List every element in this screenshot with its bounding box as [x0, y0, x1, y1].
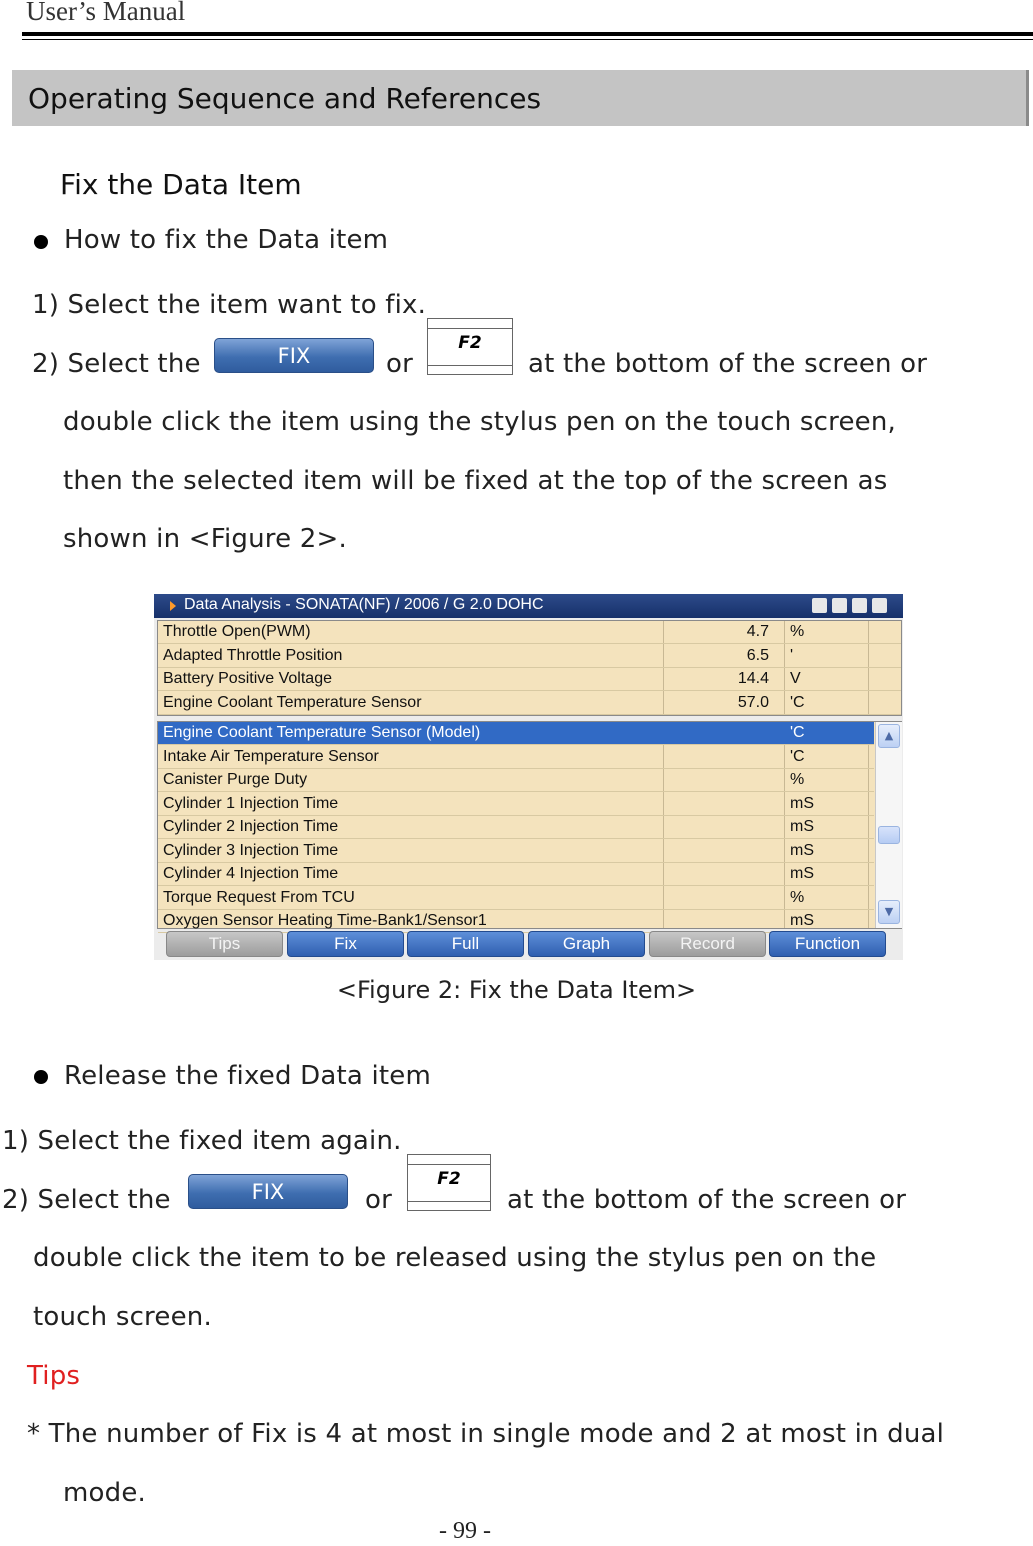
tips-label: Tips: [27, 1361, 81, 1391]
item-name: Canister Purge Duty: [163, 771, 308, 788]
or-text: or: [365, 1185, 392, 1215]
step-text: 1) Select the fixed item again.: [2, 1126, 402, 1156]
bullet-heading: Release the fixed Data item: [64, 1061, 432, 1091]
camera-icon[interactable]: [832, 598, 847, 613]
item-unit: mS: [790, 865, 814, 882]
step-text: 2) Select the: [32, 349, 201, 379]
item-unit: 'C: [790, 693, 805, 711]
scroll-up-icon[interactable]: ▲: [878, 724, 900, 748]
window-title: Data Analysis - SONATA(NF) / 2006 / G 2.0 DOHC: [184, 596, 544, 613]
f2-key-image: F2: [407, 1154, 491, 1211]
window-title-bar: [154, 594, 903, 618]
table-row[interactable]: [158, 668, 901, 691]
arrow-icon: [170, 601, 176, 611]
data-items-table: [157, 721, 902, 929]
table-row[interactable]: [158, 793, 874, 816]
item-name: Engine Coolant Temperature Sensor (Model): [163, 724, 481, 741]
item-unit: 'C: [790, 724, 805, 741]
item-unit: 'C: [790, 747, 805, 765]
fixed-items-table: [157, 620, 902, 716]
section-title: Operating Sequence and References: [28, 82, 542, 115]
step-text: 2) Select the: [2, 1185, 171, 1215]
scroll-down-icon[interactable]: ▼: [878, 900, 900, 924]
figure-caption: <Figure 2: Fix the Data Item>: [336, 976, 697, 1004]
toolbar-button-full[interactable]: Full: [407, 931, 524, 957]
toolbar-button-record[interactable]: Record: [649, 931, 766, 957]
or-text: or: [386, 349, 413, 379]
table-row[interactable]: [158, 722, 874, 745]
page-number: - 99 -: [439, 1518, 491, 1544]
item-name: Oxygen Sensor Heating Time-Bank1/Sensor1: [163, 912, 487, 929]
table-row[interactable]: [158, 621, 901, 644]
item-unit: %: [790, 623, 805, 640]
step-text: then the selected item will be fixed at the top of the screen as: [63, 466, 888, 496]
header-rule: [22, 32, 1033, 36]
toolbar-button-fix[interactable]: Fix: [287, 931, 404, 957]
toolbar-button-graph[interactable]: Graph: [528, 931, 645, 957]
bullet-dot: [34, 235, 48, 249]
item-name: Battery Positive Voltage: [163, 670, 332, 687]
item-value: 14.4: [737, 670, 769, 687]
home-icon[interactable]: [812, 598, 827, 613]
fix-button-image: FIX: [214, 338, 374, 373]
step-text: touch screen.: [33, 1302, 212, 1332]
toolbar-button-function[interactable]: Function: [769, 931, 886, 957]
item-unit: V: [790, 670, 801, 687]
step-text: 1) Select the item want to fix.: [32, 290, 427, 320]
item-unit: mS: [790, 818, 814, 835]
scrollbar[interactable]: [875, 722, 902, 928]
table-row[interactable]: [158, 863, 874, 886]
item-unit: mS: [790, 912, 814, 929]
table-row[interactable]: [158, 746, 874, 769]
table-row[interactable]: [158, 769, 874, 792]
item-name: Engine Coolant Temperature Sensor: [163, 693, 422, 711]
item-name: Throttle Open(PWM): [163, 623, 311, 640]
bullet-heading: How to fix the Data item: [64, 225, 389, 255]
item-name: Adapted Throttle Position: [163, 646, 343, 664]
running-head: User’s Manual: [26, 0, 186, 26]
item-unit: %: [790, 771, 805, 788]
menu-icon[interactable]: [872, 598, 887, 613]
table-row[interactable]: [158, 840, 874, 863]
f2-key-image: F2: [427, 318, 513, 375]
item-unit: mS: [790, 841, 814, 859]
tips-text: * The number of Fix is 4 at most in single mode and 2 at most in dual: [27, 1419, 945, 1449]
subsection-title: Fix the Data Item: [60, 168, 302, 201]
bullet-dot: [34, 1070, 48, 1084]
print-icon[interactable]: [852, 598, 867, 613]
table-row[interactable]: [158, 645, 901, 668]
item-value: 4.7: [746, 623, 769, 640]
step-text: at the bottom of the screen or: [528, 349, 928, 379]
toolbar-button-tips[interactable]: Tips: [166, 931, 283, 957]
table-row[interactable]: [158, 887, 874, 910]
fix-button-image: FIX: [188, 1174, 348, 1209]
item-name: Cylinder 4 Injection Time: [163, 865, 339, 882]
item-unit: mS: [790, 794, 814, 812]
item-name: Cylinder 1 Injection Time: [163, 794, 339, 812]
tips-text: mode.: [63, 1478, 146, 1508]
table-row[interactable]: [158, 692, 901, 715]
step-text: double click the item using the stylus pen on the touch screen,: [63, 407, 896, 437]
item-value: 6.5: [746, 646, 769, 664]
item-name: Cylinder 2 Injection Time: [163, 818, 339, 835]
item-name: Intake Air Temperature Sensor: [163, 747, 379, 765]
step-text: at the bottom of the screen or: [507, 1185, 907, 1215]
item-value: 57.0: [737, 693, 769, 711]
header-rule-thin: [22, 39, 1033, 40]
item-unit: ': [790, 646, 794, 664]
figure-screenshot: [154, 594, 903, 960]
item-unit: %: [790, 888, 805, 906]
table-row[interactable]: [158, 910, 874, 933]
table-row[interactable]: [158, 816, 874, 839]
step-text: double click the item to be released using the stylus pen on the: [33, 1243, 877, 1273]
scroll-thumb[interactable]: [878, 826, 900, 844]
item-name: Torque Request From TCU: [163, 888, 355, 906]
step-text: shown in <Figure 2>.: [63, 524, 347, 554]
item-name: Cylinder 3 Injection Time: [163, 841, 339, 859]
